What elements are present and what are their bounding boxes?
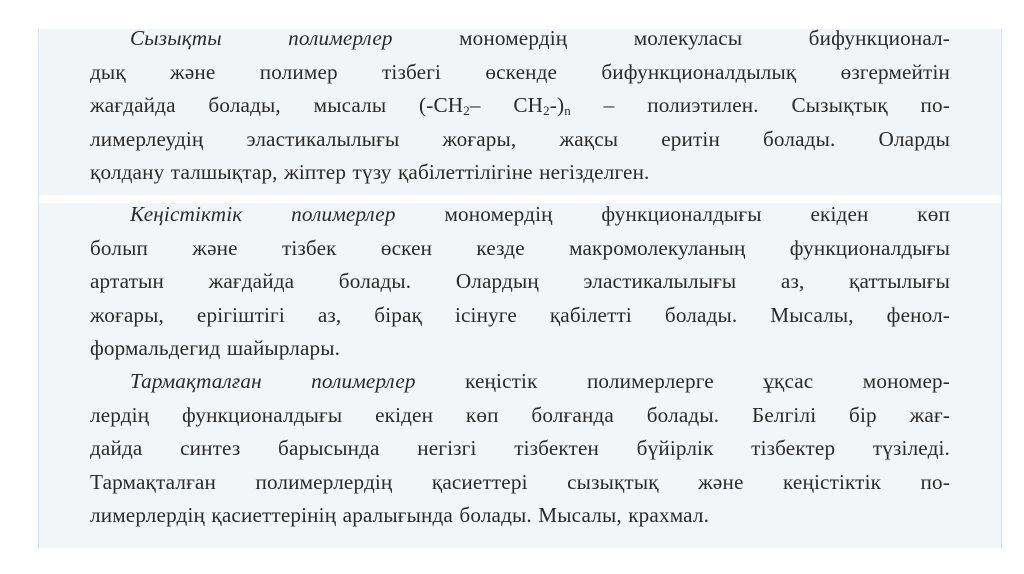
text-span: – CH: [469, 93, 544, 117]
term-branched-polymers: Тармақталған полимерлер: [130, 369, 416, 393]
text-span: мономердің молекуласы бифункционал-: [459, 26, 950, 50]
paragraph-branched-polymers: [90, 365, 950, 533]
term-linear-polymers: Сызықты полимерлер: [130, 26, 393, 50]
text-span: кеңістік полимерлерге ұқсас мономер-: [465, 369, 950, 393]
term-network-polymers: Кеңістіктік полимерлер: [130, 202, 396, 226]
text-line: лимерлеудің эластикалылығы жоғары, жақсы еритін болады. Оларды: [90, 126, 950, 151]
subscript: n: [564, 103, 571, 118]
text-span: жағдайда болады, мысалы (-CH: [90, 93, 464, 117]
text-line: жоғары, ерігіштігі аз, бірақ ісінуге қабілетті болады. Мысалы, фенол-: [90, 302, 950, 327]
subscript: 2: [543, 103, 550, 118]
paragraph-network-polymers: [90, 198, 950, 366]
text-line: қолдану талшықтар, жіптер түзу қабілеттілігіне негізделген.: [90, 160, 650, 184]
text-line: лердің функционалдығы екіден көп болғанда болады. Белгілі бір жағ-: [90, 402, 950, 427]
text-line: дайда синтез барысында негізгі тізбектен бүйірлік тізбектер түзіледі.: [90, 436, 950, 460]
text-span: – полиэтилен. Сызықтық по-: [570, 93, 950, 117]
text-line: формальдегид шайырлары.: [90, 336, 341, 360]
text-line: дық және полимер тізбегі өскенде бифункционалдылық өзгермейтін: [90, 59, 950, 84]
paragraph-linear-polymers: [90, 22, 950, 190]
text-line: Тармақталған полимерлердің қасиеттері сызықтық және кеңістіктік по-: [90, 469, 950, 494]
text-span: -): [549, 93, 565, 117]
text-line: [90, 365, 950, 399]
text-line-formula: [90, 89, 950, 123]
text-line: лимерлердің қасиеттерінің аралығында болады. Мысалы, крахмал.: [90, 503, 710, 527]
text-span: мономердің функционалдығы екіден көп: [444, 202, 950, 226]
text-line: [90, 22, 950, 56]
text-line: [90, 198, 950, 232]
text-line: артатын жағдайда болады. Олардың эластикалылығы аз, қаттылығы: [90, 269, 950, 293]
subscript: 2: [463, 103, 470, 118]
text-line: болып және тізбек өскен кезде макромолекуланың функционалдығы: [90, 235, 950, 260]
